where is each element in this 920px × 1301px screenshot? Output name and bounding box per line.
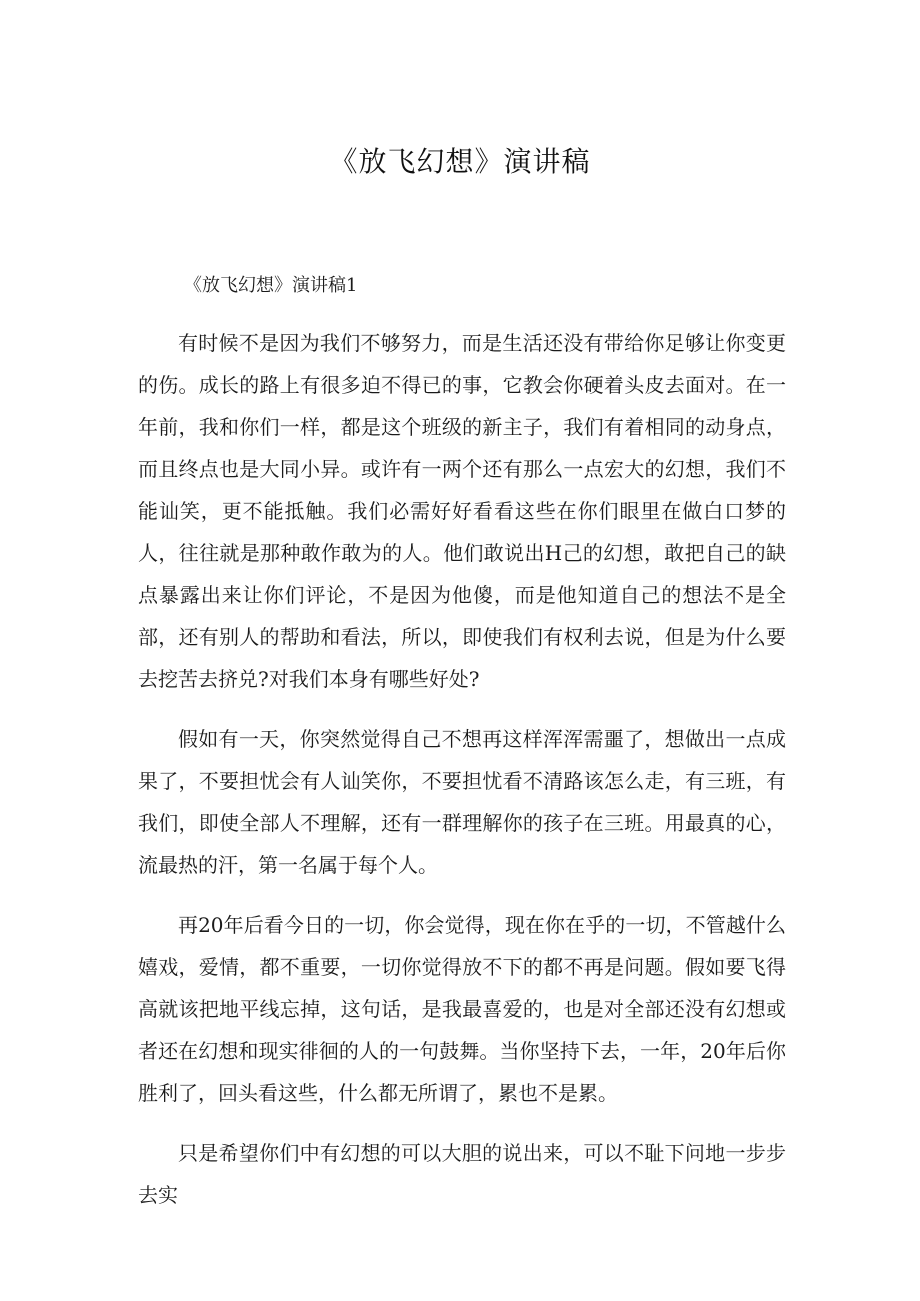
document-title: 《放飞幻想》演讲稿 [329, 145, 591, 178]
document-body [138, 268, 786, 1234]
paragraph-1: 有时候不是因为我们不够努力，而是生活还没有带给你足够让你变更的伤。成长的路上有很多迫不得已的事，它教会你硬着头皮去面对。在一年前，我和你们一样，都是这个班级的新主子，我们有着相同的动身点，而且终点也是大同小异。或许有一两个还有那么一点宏大的幻想，我们不能讪笑，更不能抵触。我们必需好好看看这些在你们眼里在做白口梦的人，往往就是那种敢作敢为的人。他们敢说出H己的幻想，敢把自己的缺点暴露出来让你们评论，不是因为他傻，而是他知道自己的想法不是全部，还有别人的帮助和看法，所以，即使我们有权利去说，但是为什么要去挖苦去挤兑?对我们本身有哪些好处? [138, 331, 786, 691]
paragraph-4: 只是希望你们中有幻想的可以大胆的说出来，可以不耻下问地一步步去实 [138, 1141, 786, 1207]
paragraph-3: 再20年后看今日的一切，你会觉得，现在你在乎的一切，不管越什么嬉戏，爱情，都不重要，一切你觉得放不下的都不再是问题。假如要飞得高就该把地平线忘掉，这句话，是我最喜爱的，也是对全部还没有幻想或者还在幻想和现实徘徊的人的一句鼓舞。当你坚持下去，一年，20年后你胜利了，回头看这些，什么都无所谓了，累也不是累。 [138, 913, 786, 1105]
section-heading: 《放飞幻想》演讲稿1 [184, 275, 358, 296]
paragraph-2: 假如有一天，你突然觉得自己不想再这样浑浑需噩了，想做出一点成果了，不要担忧会有人讪笑你，不要担忧看不清路该怎么走，有三班，有我们，即使全部人不理解，还有一群理解你的孩子在三班。用最真的心，流最热的汗，第一名属于每个人。 [138, 727, 786, 877]
